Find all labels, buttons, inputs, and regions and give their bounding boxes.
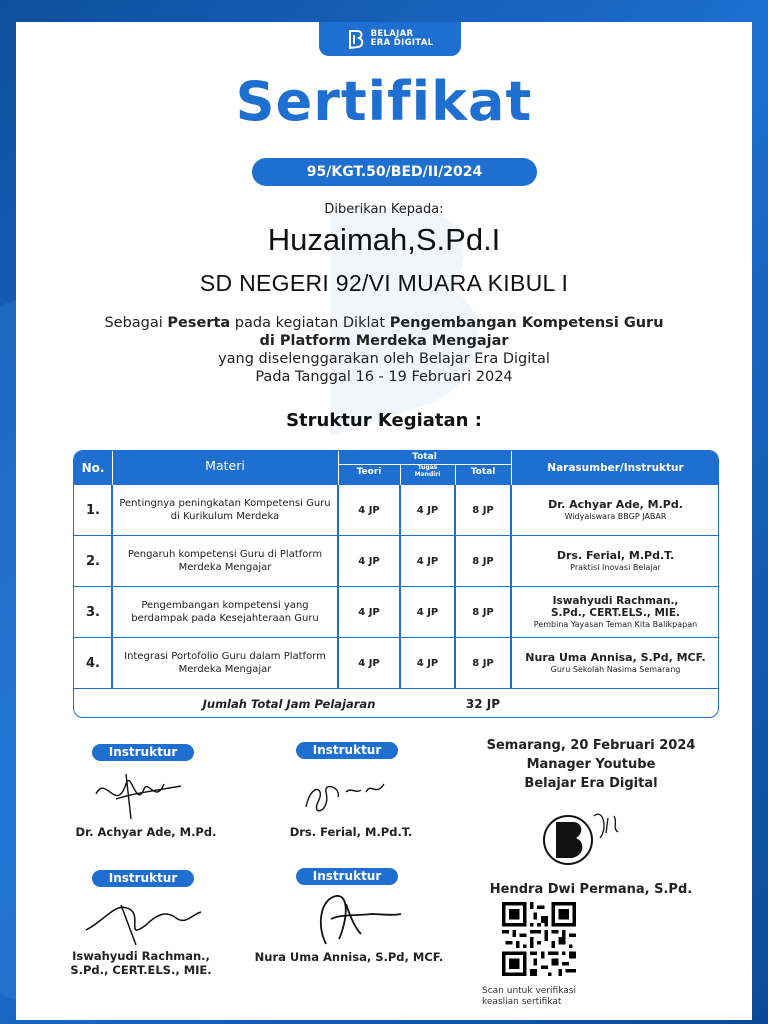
- table-header: [74, 451, 718, 485]
- table-row: [74, 587, 718, 638]
- row-tugas: 4 JP: [416, 504, 439, 516]
- description: [56, 314, 712, 386]
- instructor-name: Drs. Ferial, M.Pd.T.: [289, 825, 413, 839]
- description-line-3: yang diselenggarakan oleh Belajar Era Digital: [218, 351, 550, 367]
- header-total: Total: [412, 452, 437, 462]
- row-tugas: 4 JP: [416, 555, 439, 567]
- speaker-name: Nura Uma Annisa, S.Pd, MCF.: [525, 651, 706, 664]
- header-materi: Materi: [205, 458, 245, 473]
- signature-iswahyudi: [76, 890, 206, 950]
- stamp-logo-icon: [528, 798, 648, 878]
- row-narasumber: [511, 485, 719, 535]
- row-materi: Pengembangan kompetensi yang berdampak pada Kesejahteraan Guru: [131, 600, 319, 624]
- signature-nura: [301, 884, 411, 954]
- row-teori: 4 JP: [358, 504, 380, 516]
- brand-name: [371, 30, 434, 48]
- instructor-badge: Instruktur: [296, 742, 398, 759]
- header-teori: Teori: [356, 467, 382, 477]
- row-no: 2.: [86, 553, 100, 569]
- structure-title: Struktur Kegiatan :: [286, 410, 482, 431]
- table-row: [74, 485, 718, 536]
- row-tugas: 4 JP: [416, 657, 439, 669]
- brand-line-1: BELAJAR: [370, 29, 414, 39]
- row-teori: 4 JP: [358, 555, 380, 567]
- instructor-name: Dr. Achyar Ade, M.Pd.: [75, 825, 217, 839]
- signatory-title-2: Belajar Era Digital: [524, 776, 658, 791]
- row-materi: Integrasi Portofolio Guru dalam Platform Merdeka Mengajar: [124, 651, 326, 675]
- header-no: No.: [81, 461, 105, 475]
- certificate-card: [16, 22, 752, 1020]
- column-divider: [454, 485, 456, 689]
- header-tugas: Tugas Mandiri: [414, 464, 441, 478]
- row-total: 8 JP: [472, 657, 494, 669]
- column-divider: [337, 485, 339, 689]
- row-materi: Pengaruh kompetensi Guru di Platform Merdeka Mengajar: [127, 549, 323, 573]
- row-no: 1.: [86, 502, 100, 518]
- total-label: Jumlah Total Jam Pelajaran: [202, 697, 376, 711]
- speaker-name: Iswahyudi Rachman., S.Pd., CERT.ELS., MIE.: [550, 594, 681, 619]
- brand-tab: [319, 22, 461, 56]
- qr-caption-line-1: Scan untuk verifikasi: [482, 986, 576, 996]
- column-divider: [399, 485, 401, 689]
- total-value: 32 JP: [465, 697, 501, 711]
- instructor-name: Nura Uma Annisa, S.Pd, MCF.: [254, 950, 444, 964]
- instructor-badge: Instruktur: [296, 868, 398, 885]
- header-divider-1: [112, 451, 113, 485]
- signatory-title-1: Manager Youtube: [526, 757, 656, 772]
- row-teori: 4 JP: [358, 657, 380, 669]
- recipient-school: SD NEGERI 92/VI MUARA KIBUL I: [199, 270, 569, 296]
- desc-event-title: Pengembangan Kompetensi Guru: [389, 315, 664, 331]
- row-no: 4.: [86, 655, 100, 671]
- speaker-role: Praktisi Inovasi Belajar: [570, 563, 661, 572]
- description-line-2: [56, 332, 712, 350]
- given-to-label: Diberikan Kepada:: [324, 202, 444, 217]
- signatory-name: Hendra Dwi Permana, S.Pd.: [489, 882, 693, 897]
- desc-text-c: pada kegiatan Diklat: [230, 315, 390, 331]
- desc-text-a: Sebagai: [104, 315, 168, 331]
- row-narasumber: [511, 638, 719, 688]
- header-divider-4: [455, 464, 456, 485]
- speaker-name: Dr. Achyar Ade, M.Pd.: [548, 498, 683, 511]
- header-divider-2: [338, 451, 339, 485]
- brand-logo-icon: [347, 29, 365, 49]
- table-row: [74, 638, 718, 689]
- row-no: 3.: [86, 604, 100, 620]
- total-row: [74, 689, 718, 718]
- recipient-name: Huzaimah,S.Pd.I: [267, 222, 501, 257]
- row-teori: 4 JP: [358, 606, 380, 618]
- qr-code-icon[interactable]: [500, 902, 578, 976]
- instructor-badge: Instruktur: [92, 870, 194, 887]
- header-divider-3: [400, 464, 401, 485]
- speaker-role: Guru Sekolah Nasima Semarang: [550, 665, 681, 674]
- row-total: 8 JP: [472, 606, 494, 618]
- row-materi: Pentingnya peningkatan Kompetensi Guru di Kurikulum Merdeka: [119, 498, 331, 522]
- header-divider-5: [511, 451, 512, 485]
- description-line-1: [56, 314, 712, 332]
- activity-table: [73, 450, 719, 718]
- speaker-role: Widyaiswara BBGP JABAR: [564, 512, 667, 521]
- column-divider: [111, 485, 113, 689]
- qr-caption: [482, 986, 576, 1008]
- instructor-badge: Instruktur: [92, 744, 194, 761]
- row-tugas: 4 JP: [416, 606, 439, 618]
- row-total: 8 JP: [472, 555, 494, 567]
- row-narasumber: [511, 587, 719, 637]
- brand-line-2: ERA DIGITAL: [370, 38, 434, 48]
- certificate-number: 95/KGT.50/BED/II/2024: [252, 158, 537, 186]
- row-narasumber: [511, 536, 719, 586]
- certificate-title: Sertifikat: [235, 70, 533, 133]
- description-line-4: Pada Tanggal 16 - 19 Februari 2024: [255, 369, 513, 385]
- desc-role: Peserta: [167, 315, 231, 331]
- signature-ferial: [296, 762, 396, 822]
- desc-event-title-2: di Platform Merdeka Mengajar: [259, 333, 509, 349]
- header-total-sub: Total: [470, 467, 496, 477]
- qr-caption-line-2: keaslian sertifikat: [482, 997, 562, 1007]
- header-narasumber: Narasumber/Instruktur: [547, 462, 684, 474]
- signatory-place-date: Semarang, 20 Februari 2024: [486, 738, 696, 753]
- row-total: 8 JP: [472, 504, 494, 516]
- speaker-name: Drs. Ferial, M.Pd.T.: [556, 549, 675, 562]
- column-divider: [510, 485, 512, 689]
- table-row: [74, 536, 718, 587]
- speaker-role: Pembina Yayasan Teman Kita Balikpapan: [533, 619, 698, 629]
- signature-achyar: [86, 764, 196, 824]
- instructor-name: Iswahyudi Rachman., S.Pd., CERT.ELS., MIE.: [70, 949, 212, 977]
